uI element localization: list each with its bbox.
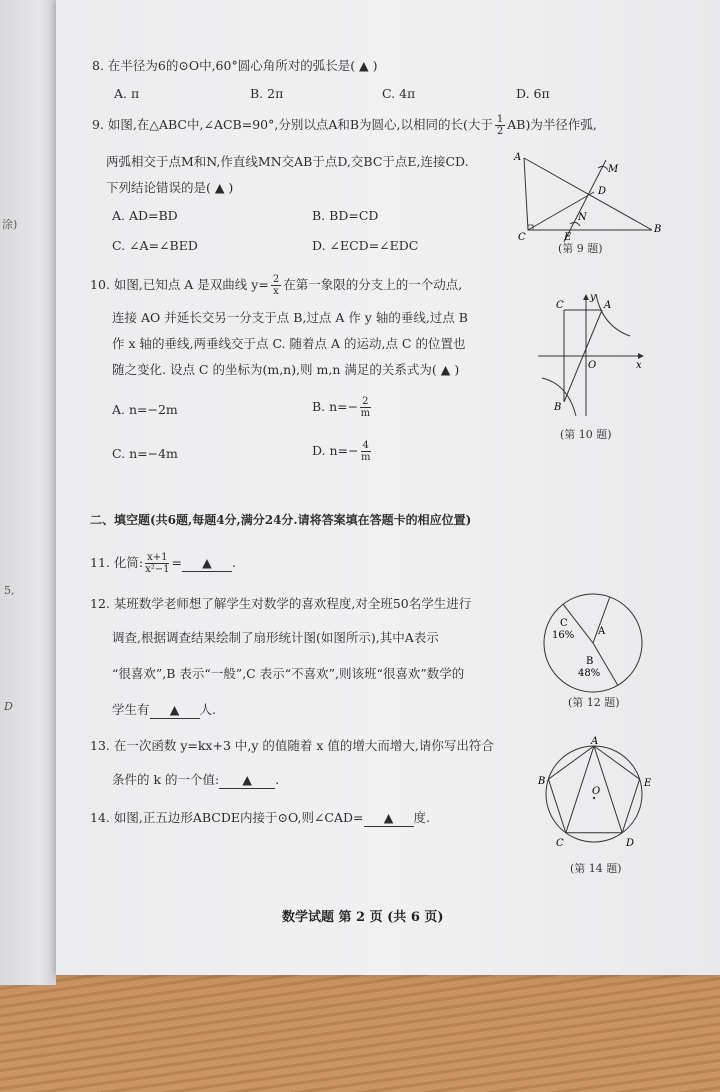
q8-stem: 8. 在半径为6的⊙O中,60°圆心角所对的弧长是( ▲ ): [92, 58, 378, 73]
q10-line2: 连接 AO 并延长交另一分支于点 B,过点 A 作 y 轴的垂线,过点 B: [112, 310, 468, 325]
q9-label-d: D: [598, 186, 607, 197]
fraction-numerator: 1: [496, 114, 504, 125]
q12-line4: [112, 702, 216, 719]
q12-line1: 12. 某班数学老师想了解学生对数学的喜欢程度,对全班50名学生进行: [90, 596, 472, 611]
pie-label-b: B: [586, 656, 594, 667]
q12-suffix: 人.: [199, 702, 216, 717]
q11-period: .: [231, 555, 236, 570]
fraction-denominator: m: [360, 452, 371, 463]
q9-label-n: N: [578, 212, 587, 223]
q9-option-b: B. BD=CD: [312, 208, 379, 223]
pie-value-b: 48%: [578, 668, 601, 679]
fraction-denominator: 2: [496, 126, 504, 137]
q9-label-c: C: [518, 232, 526, 242]
wood-table: [0, 960, 720, 1092]
q10-fraction: [271, 274, 281, 297]
q12-pie-chart: [540, 590, 646, 696]
q12-line2: 调查,根据调查结果绘制了扇形统计图(如图所示),其中A表示: [112, 630, 439, 645]
q14-caption: (第 14 题): [570, 862, 622, 875]
q14-label-o: O: [592, 786, 601, 797]
q10-option-c: C. n=−4m: [112, 446, 178, 461]
section2-heading: 二、填空题(共6题,每题4分,满分24分.请将答案填在答题卡的相应位置): [90, 513, 472, 527]
q9-figure: [510, 146, 670, 242]
q9-label-m: M: [608, 164, 619, 175]
q14-prefix: 14. 如图,正五边形ABCDE内接于⊙O,则∠CAD=: [90, 810, 364, 825]
fraction-numerator: 4: [362, 440, 369, 451]
pie-label-c: C: [560, 618, 568, 629]
q9-line2: 两弧相交于点M和N,作直线MN交AB于点D,交BC于点E,连接CD.: [106, 154, 469, 169]
q10-label-b: B: [554, 402, 562, 413]
fraction-denominator: x²−1: [145, 564, 170, 575]
q13-line1: 13. 在一次函数 y=kx+3 中,y 的值随着 x 值的增大而增大,请你写出符合: [90, 738, 494, 753]
q8-option-a: A. π: [114, 86, 140, 101]
q9-caption: (第 9 题): [558, 242, 603, 255]
q8-option-b: B. 2π: [250, 86, 284, 101]
q8-option-d: D. 6π: [516, 86, 550, 101]
exam-page: [56, 0, 720, 975]
q9-label-b: B: [654, 224, 662, 235]
fraction-numerator: 2: [362, 396, 369, 407]
option-prefix: D. n=−: [312, 443, 359, 458]
option-prefix: B. n=−: [312, 399, 359, 414]
answer-blank: ▲: [219, 772, 275, 789]
q10-option-b: [312, 396, 373, 419]
q14-label-c: C: [556, 838, 564, 849]
answer-blank: ▲: [150, 702, 200, 719]
q9-stem-part: 9. 如图,在△ABC中,∠ACB=90°,分别以点A和B为圆心,以相同的长(大于: [92, 117, 493, 132]
q10-option-d: [312, 440, 373, 463]
q10-line4: 随之变化. 设点 C 的坐标为(m,n),则 m,n 满足的关系式为( ▲ ): [112, 362, 460, 377]
q11-fraction: [145, 552, 169, 575]
fraction-denominator: m: [360, 408, 371, 419]
q10-stem-part: 在第一象限的分支上的一个动点,: [283, 277, 463, 292]
q14-label-a: A: [591, 736, 599, 747]
q11-stem: [90, 552, 236, 575]
fraction-numerator: 2: [272, 274, 280, 285]
q14-figure: [536, 736, 656, 860]
q10-label-a: A: [604, 300, 612, 311]
answer-blank: ▲: [364, 810, 414, 827]
q10-option-a: A. n=−2m: [112, 402, 178, 417]
q10-caption: (第 10 题): [560, 428, 612, 441]
left-page-fragment: 5,: [4, 584, 15, 597]
q9-label-a: A: [514, 152, 522, 163]
page-footer: 数学试题 第 2 页 (共 6 页): [282, 910, 444, 925]
q12-caption: (第 12 题): [568, 696, 620, 709]
q10-label-c: C: [556, 300, 564, 311]
q11-prefix: 11. 化简:: [90, 555, 144, 570]
q9-stem: [92, 114, 597, 137]
q9-label-e: E: [564, 232, 572, 242]
q9-fraction: [495, 114, 505, 137]
q14-label-b: B: [538, 776, 546, 787]
q13-line2: [112, 772, 279, 789]
q13-suffix: .: [275, 772, 280, 787]
q10-stem-part: 10. 如图,已知点 A 是双曲线 y=: [90, 277, 269, 292]
left-page-fragment: 涂): [2, 218, 18, 231]
option-fraction: [361, 440, 371, 463]
answer-blank: ▲: [182, 555, 232, 572]
q12-line3: “很喜欢”,B 表示“一般”,C 表示“不喜欢”,则该班“很喜欢”数学的: [112, 666, 465, 681]
fraction-numerator: x+1: [147, 552, 168, 563]
fraction-denominator: x: [273, 286, 279, 297]
option-fraction: [360, 396, 370, 419]
q13-prefix: 条件的 k 的一个值:: [112, 772, 220, 787]
q10-stem: [90, 274, 462, 297]
q14-suffix: 度.: [413, 810, 430, 825]
pie-label-a: A: [598, 626, 606, 637]
pie-value-c: 16%: [552, 630, 575, 641]
q9-option-a: A. AD=BD: [112, 208, 178, 223]
q9-stem-part: AB)为半径作弧,: [507, 117, 597, 132]
q10-label-y: y: [590, 292, 596, 303]
left-page-fragment: D: [4, 700, 13, 713]
q14-label-e: E: [644, 778, 652, 789]
left-page-edge: [0, 0, 56, 985]
q12-prefix: 学生有: [112, 702, 150, 717]
q14-stem: [90, 810, 430, 827]
q9-option-d: D. ∠ECD=∠EDC: [312, 238, 419, 253]
q11-equals: =: [171, 555, 182, 570]
q10-line3: 作 x 轴的垂线,两垂线交于点 C. 随着点 A 的运动,点 C 的位置也: [112, 336, 466, 351]
q9-line3: 下列结论错误的是( ▲ ): [106, 180, 234, 195]
q10-label-x: x: [636, 360, 642, 371]
q10-figure: [534, 290, 646, 420]
q10-label-o: O: [588, 360, 597, 371]
q9-option-c: C. ∠A=∠BED: [112, 238, 198, 253]
q14-label-d: D: [626, 838, 635, 849]
q8-option-c: C. 4π: [382, 86, 416, 101]
